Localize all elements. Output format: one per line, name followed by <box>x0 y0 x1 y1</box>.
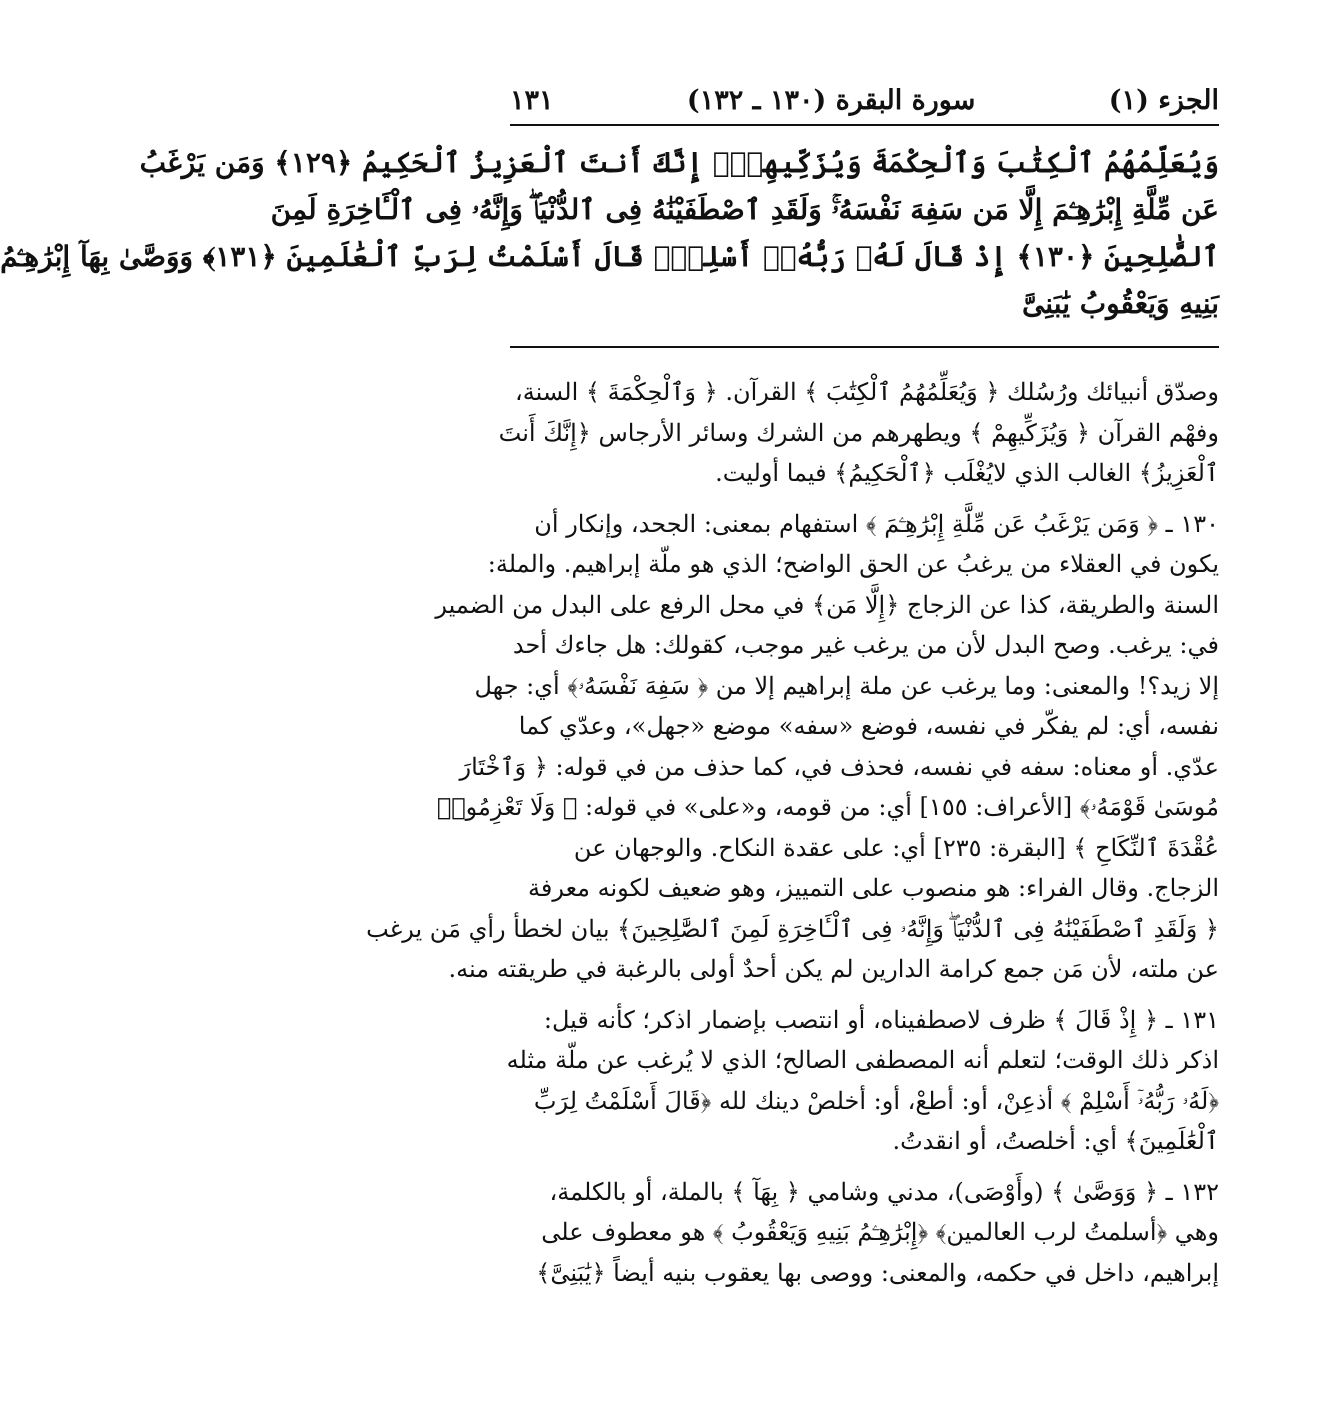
surah-title: سورة البقرة (١٣٠ ـ ١٣٢) <box>686 84 976 116</box>
commentary-line: إبراهيم، داخل في حكمه، والمعنى: ووصى بها يعقوب بنيه أيضاً ﴿يَٰبَنِىَّ﴾ <box>536 1258 1219 1287</box>
quran-line: ٱلصَّٰلِحِينَ ﴿١٣٠﴾ إِذْ قَالَ لَهُۥ رَبُّهُۥٓ أَسْلِمْۖ قَالَ أَسْلَمْتُ لِرَبِّ ٱلْعَٰلَمِينَ ﴿١٣١﴾ وَوَصَّىٰ بِهَآ إِبْرَٰهِـۧمُ <box>0 240 1219 273</box>
quran-text-block <box>0 140 1219 340</box>
commentary-paragraph <box>498 372 1219 494</box>
quran-line: عَن مِّلَّةِ إِبْرَٰهِـۧمَ إِلَّا مَن سَفِهَ نَفْسَهُۥۚ وَلَقَدِ ٱصْطَفَيْنَٰهُ فِى ٱلدُّنْيَاۖ وَإِنَّهُۥ فِى ٱلْـَٔاخِرَةِ لَمِنَ <box>270 193 1219 226</box>
commentary-line: وفهْم القرآن ﴿ وَيُزَكِّيهِمْ ﴾ ويطهرهم من الشرك وسائر الأرجاس ﴿إِنَّكَ أَنتَ <box>498 418 1219 447</box>
commentary-paragraph <box>366 504 1219 990</box>
commentary-line: ٱلْعَزِيزُ﴾ الغالب الذي لايُغْلَب ﴿ٱلْحَكِيمُ﴾ فيما أوليت. <box>715 459 1219 487</box>
commentary-line: يكون في العقلاء من يرغبُ عن الحق الواضح؛ الذي هو ملّة إبراهيم. والملة: <box>487 550 1219 578</box>
commentary-line: وصدّق أنبيائك ورُسُلك ﴿ وَيُعَلِّمُهُمُ ٱلْكِتَٰبَ ﴾ القرآن. ﴿ وَٱلْحِكْمَةَ ﴾ السنة، <box>515 378 1219 406</box>
commentary-line: عدّي. أو معناه: سفه في نفسه، فحذف في، كما حذف من في قوله: ﴿ وَٱخْتَارَ <box>459 752 1219 781</box>
commentary-line: ١٣١ ـ ﴿ إِذْ قَالَ ﴾ ظرف لاصطفيناه، أو انتصب بإضمار اذكر؛ كأنه قيل: <box>543 1005 1219 1034</box>
header-divider <box>510 124 1219 126</box>
commentary-line: عن ملته، لأن مَن جمع كرامة الدارين لم يكن أحدٌ أولى بالرغبة في طريقته منه. <box>448 955 1219 983</box>
commentary-line: الزجاج. وقال الفراء: هو منصوب على التمييز، وهو ضعيف لكونه معرفة <box>527 874 1219 902</box>
commentary-line: ١٣٢ ـ ﴿ وَوَصَّىٰ ﴾ (وأَوْصَى)، مدني وشامي ﴿ بِهَآ ﴾ بالملة، أو بالكلمة، <box>549 1177 1219 1206</box>
commentary-line: إلا زيد؟! والمعنى: وما يرغب عن ملة إبراهيم إلا من ﴿ سَفِهَ نَفْسَهُۥ﴾ أي: جهل <box>474 671 1219 700</box>
commentary-line: ١٣٠ ـ ﴿ وَمَن يَرْغَبُ عَن مِّلَّةِ إِبْرَٰهِـۧمَ ﴾ استفهام بمعنى: الجحد، وإنكار أن <box>534 509 1219 538</box>
commentary-line: ﴿ وَلَقَدِ ٱصْطَفَيْنَٰهُ فِى ٱلدُّنْيَاۖ وَإِنَّهُۥ فِى ٱلْـَٔاخِرَةِ لَمِنَ ٱلصَّٰلِحِينَ﴾ بيان لخطأ رأي مَن يرغب <box>366 914 1219 943</box>
page-header <box>510 78 1219 122</box>
commentary-block <box>366 372 1219 1303</box>
quran-line: بَنِيهِ وَيَعْقُوبُ يَٰبَنِىَّ <box>1021 287 1219 320</box>
commentary-paragraph <box>510 1172 1219 1294</box>
commentary-line: اذكر ذلك الوقت؛ لتعلم أنه المصطفى الصالح؛ الذي لا يُرغب عن ملّة مثله <box>506 1046 1219 1074</box>
commentary-line: ٱلْعَٰلَمِينَ﴾ أي: أخلصتُ، أو انقدتُ. <box>892 1127 1219 1155</box>
commentary-paragraph <box>506 1000 1219 1162</box>
commentary-line: السنة والطريقة، كذا عن الزجاج ﴿إِلَّا مَن﴾ في محل الرفع على البدل من الضمير <box>435 590 1219 619</box>
commentary-line: عُقْدَةَ ٱلنِّكَاحِ ﴾ [البقرة: ٢٣٥] أي: على عقدة النكاح. والوجهان عن <box>573 833 1219 862</box>
section-divider <box>510 346 1219 348</box>
page-number: ١٣١ <box>510 84 554 116</box>
juz-label: الجزء (١) <box>1108 84 1219 116</box>
commentary-line: نفسه، أي: لم يفكّر في نفسه، فوضع «سفه» موضع «جهل»، وعدّي كما <box>518 712 1219 740</box>
commentary-line: في: يرغب. وصح البدل لأن من يرغب غير موجب، كقولك: هل جاءك أحد <box>512 631 1219 659</box>
quran-line: وَيُعَلِّمُهُمُ ٱلْكِتَٰبَ وَٱلْحِكْمَةَ وَيُزَكِّيهِمْۚ إِنَّكَ أَنتَ ٱلْعَزِيزُ ٱلْحَكِيمُ ﴿١٢٩﴾ وَمَن يَرْغَبُ <box>139 146 1219 179</box>
commentary-line: وهي ﴿أسلمتُ لرب العالمين﴾ ﴿إِبْرَٰهِـۧمُ بَنِيهِ وَيَعْقُوبُ ﴾ هو معطوف على <box>541 1218 1219 1246</box>
commentary-line: مُوسَىٰ قَوْمَهُۥ﴾ [الأعراف: ١٥٥] أي: من قومه، و«على» في قوله: ﴿ وَلَا تَعْزِمُوا۟ <box>436 793 1219 821</box>
commentary-line: ﴿لَهُۥ رَبُّهُۥٓ أَسْلِمْ ﴾ أذعِنْ، أو: أطعْ، أو: أخلصْ دينك لله ﴿قَالَ أَسْلَمْتُ لِرَبِّ <box>533 1086 1219 1115</box>
